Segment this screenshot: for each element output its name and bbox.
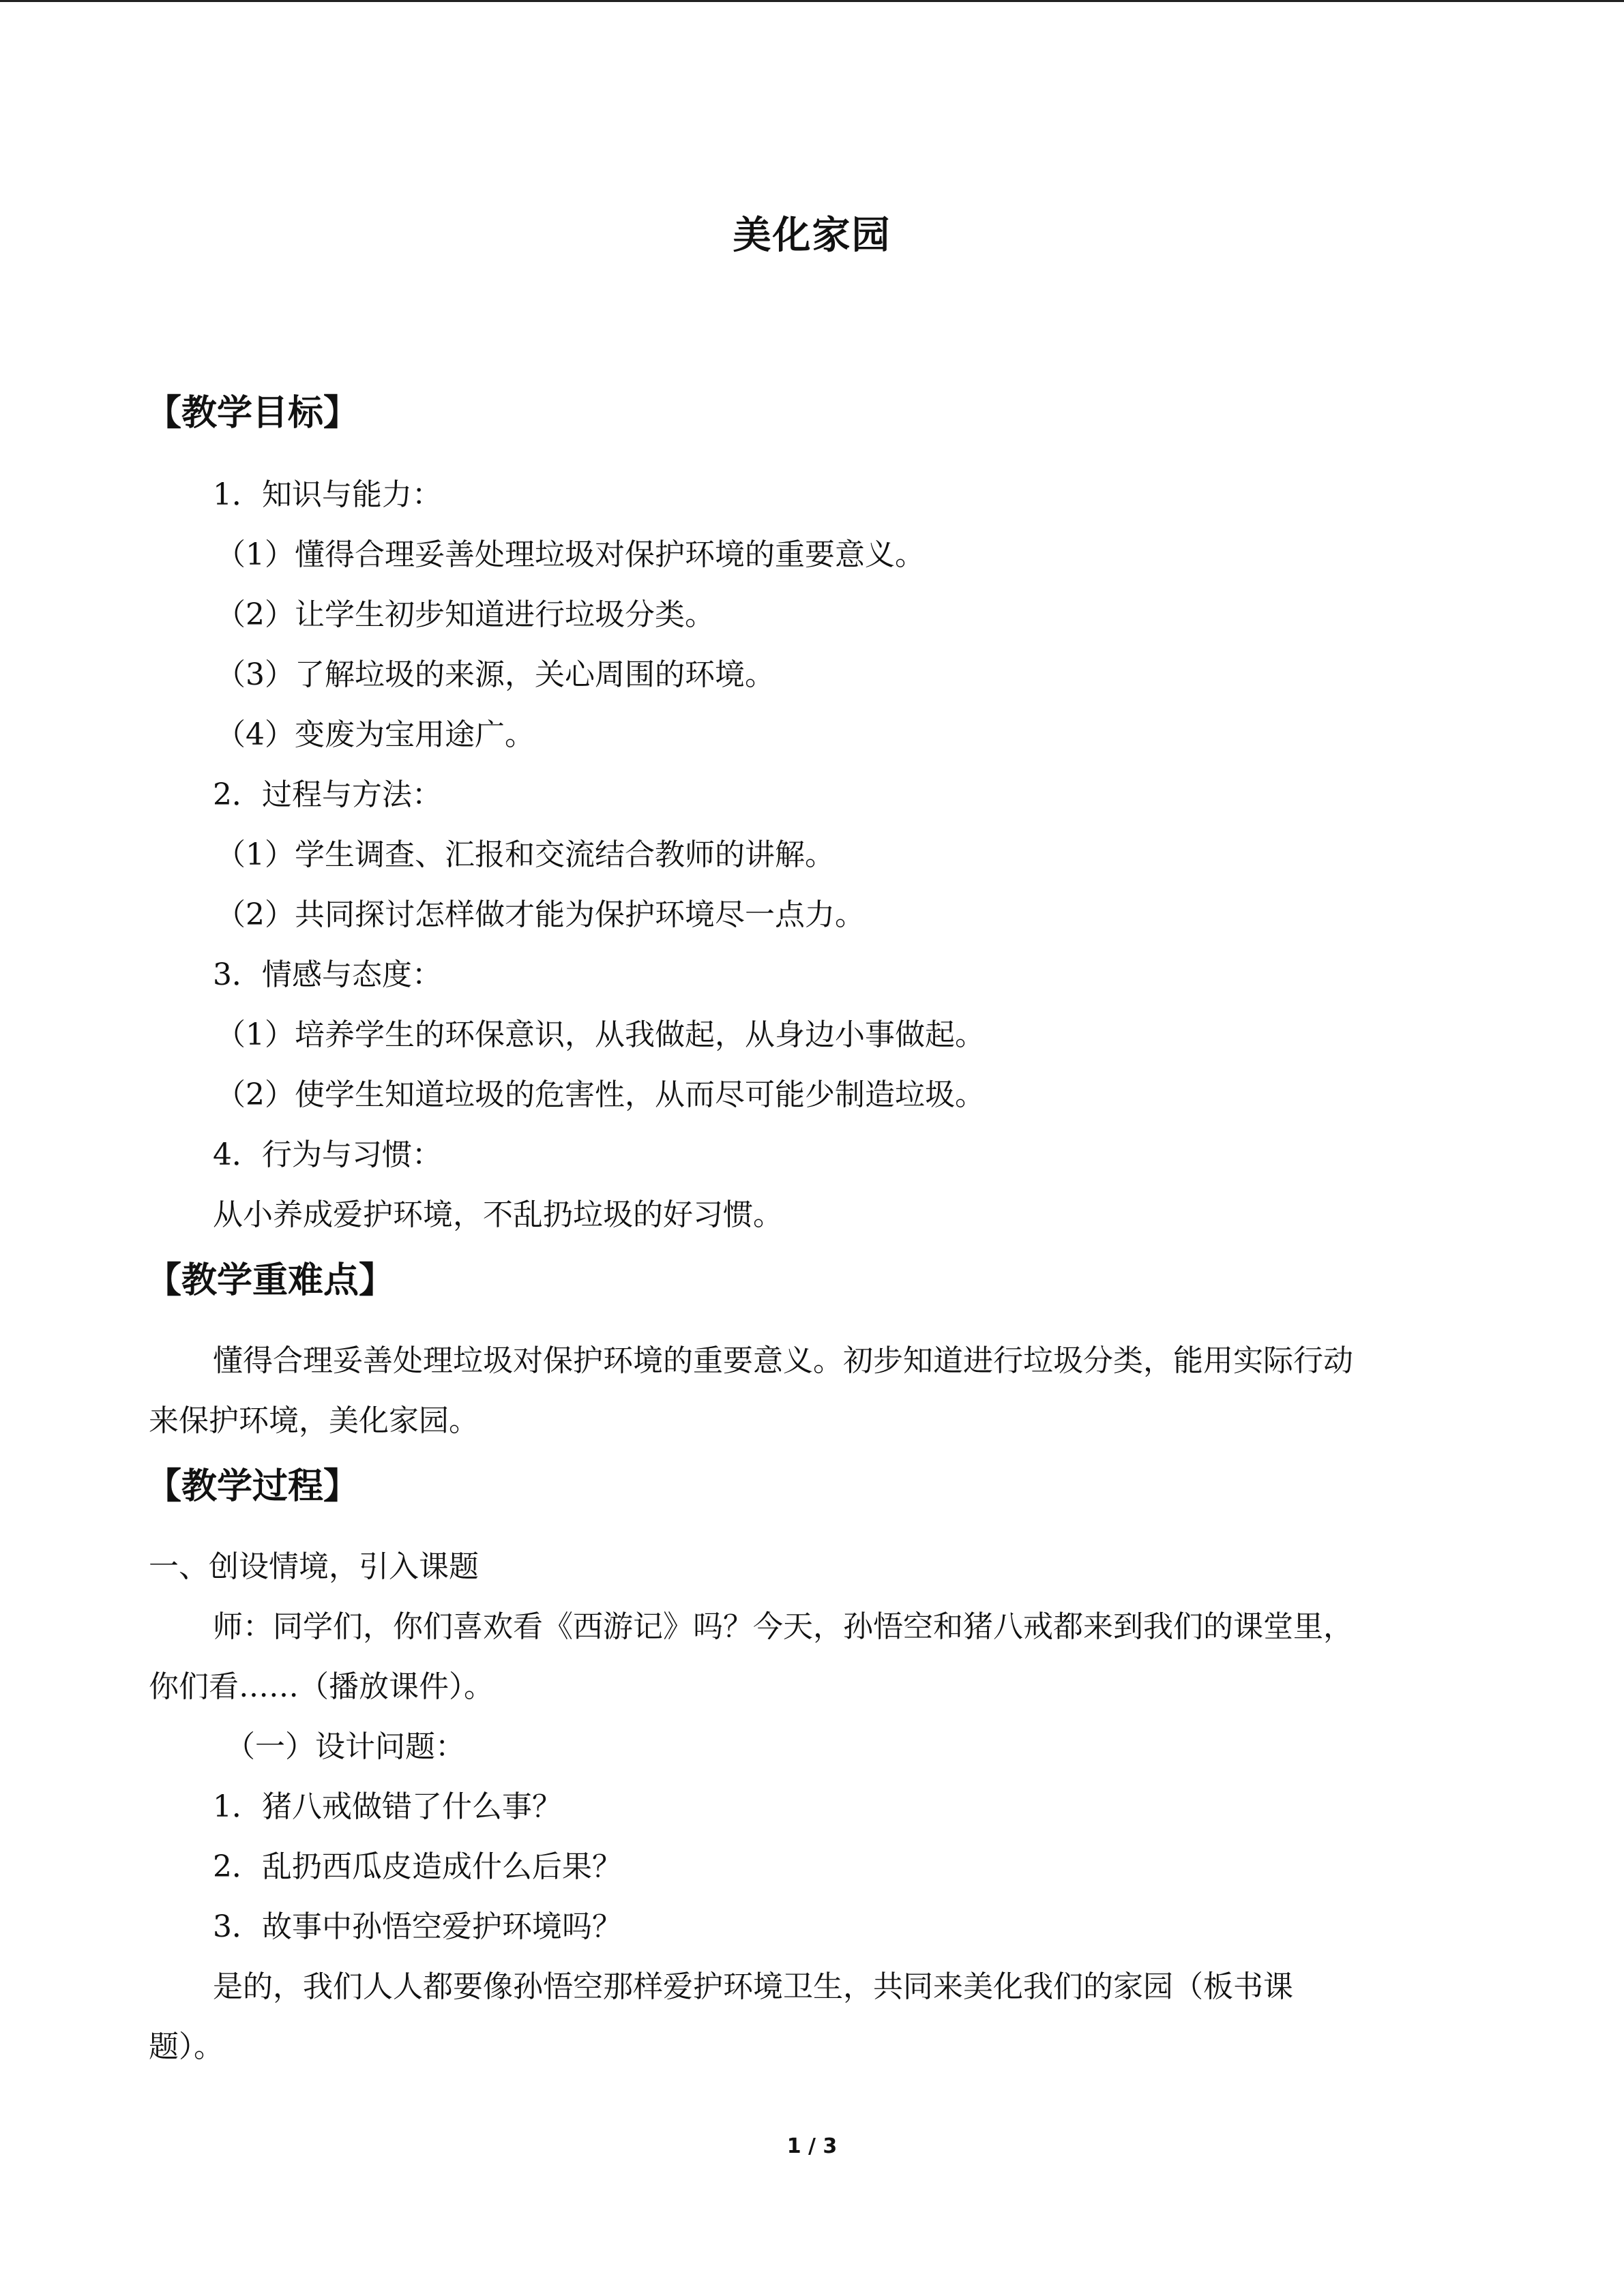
- process-line: 师：同学们，你们喜欢看《西游记》吗？今天，孙悟空和猪八戒都来到我们的课堂里，: [213, 1609, 1353, 1644]
- objective-line: 2．过程与方法：: [213, 777, 442, 812]
- objective-line: 1．知识与能力：: [213, 477, 442, 512]
- objective-line: （2）共同探讨怎样做才能为保护环境尽一点力。: [216, 897, 865, 932]
- page-title: 美化家园: [733, 213, 891, 258]
- process-line: 1．猪八戒做错了什么事？: [213, 1789, 562, 1824]
- objective-line: （1）培养学生的环保意识，从我做起，从身边小事做起。: [216, 1017, 985, 1052]
- process-line: （一）设计问题：: [225, 1729, 465, 1764]
- objective-line: 从小养成爱护环境，不乱扔垃圾的好习惯。: [213, 1197, 783, 1232]
- process-line: 你们看……（播放课件）。: [149, 1669, 494, 1704]
- process-line: 3．故事中孙悟空爱护环境吗？: [213, 1909, 622, 1944]
- process-line: 2．乱扔西瓜皮造成什么后果？: [213, 1849, 622, 1884]
- objective-line: （1）学生调查、汇报和交流结合教师的讲解。: [216, 837, 835, 872]
- section-heading-objectives: 【教学目标】: [146, 393, 359, 434]
- objective-line: （4）变废为宝用途广。: [216, 717, 535, 752]
- objective-line: 4．行为与习惯：: [213, 1137, 442, 1172]
- section-heading-keypoints: 【教学重难点】: [146, 1260, 395, 1301]
- objective-line: （2）让学生初步知道进行垃圾分类。: [216, 597, 715, 632]
- objective-line: （1）懂得合理妥善处理垃圾对保护环境的重要意义。: [216, 537, 925, 572]
- keypoints-line: 来保护环境，美化家园。: [149, 1403, 479, 1438]
- process-line: 是的，我们人人都要像孙悟空那样爱护环境卫生，共同来美化我们的家园（板书课: [213, 1969, 1293, 2004]
- section-heading-process: 【教学过程】: [146, 1466, 359, 1507]
- keypoints-line: 懂得合理妥善处理垃圾对保护环境的重要意义。初步知道进行垃圾分类，能用实际行动: [213, 1343, 1353, 1378]
- process-line: 一、创设情境，引入课题: [149, 1549, 479, 1584]
- process-line: 题）。: [149, 2029, 224, 2064]
- page-number: 1 / 3: [786, 2134, 838, 2158]
- objective-line: 3．情感与态度：: [213, 957, 442, 992]
- objective-line: （3）了解垃圾的来源，关心周围的环境。: [216, 657, 775, 692]
- objective-line: （2）使学生知道垃圾的危害性，从而尽可能少制造垃圾。: [216, 1077, 985, 1112]
